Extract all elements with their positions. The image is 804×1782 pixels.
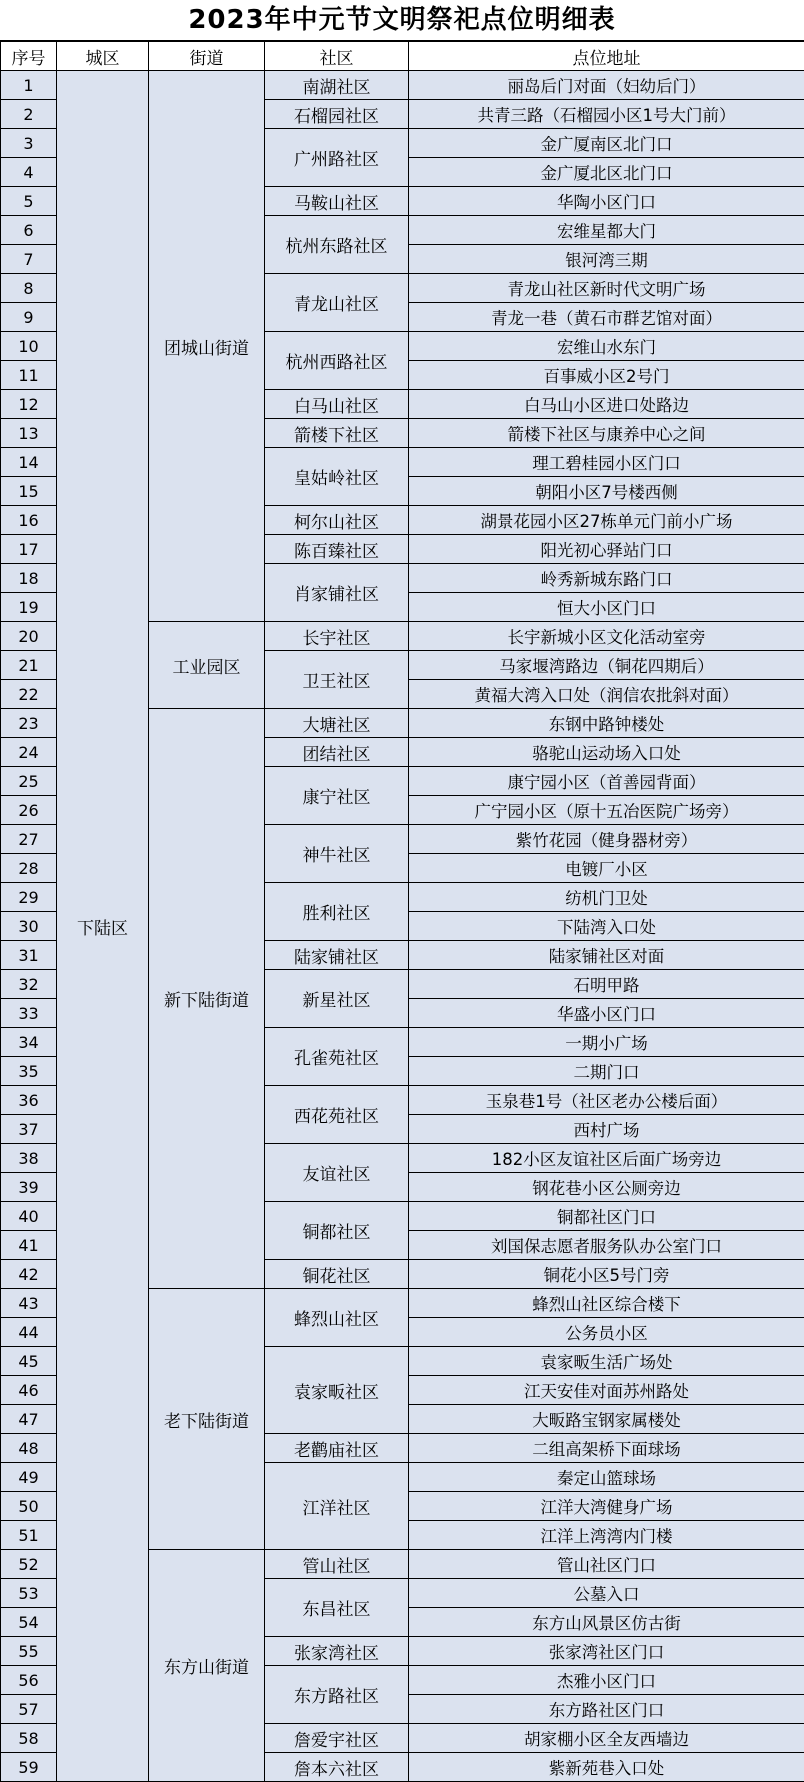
community-cell: 马鞍山社区: [265, 187, 409, 216]
serial-cell: 14: [1, 448, 57, 477]
address-cell: 长宇新城小区文化活动室旁: [409, 622, 804, 651]
community-cell: 柯尔山社区: [265, 506, 409, 535]
header-row: [1, 42, 804, 71]
serial-cell: 27: [1, 825, 57, 854]
community-cell: 青龙山社区: [265, 274, 409, 332]
community-cell: 卫王社区: [265, 651, 409, 709]
serial-cell: 37: [1, 1115, 57, 1144]
serial-cell: 28: [1, 854, 57, 883]
serial-cell: 13: [1, 419, 57, 448]
header-district: 城区: [57, 42, 149, 71]
header-street: 街道: [149, 42, 265, 71]
community-cell: 蜂烈山社区: [265, 1289, 409, 1347]
address-cell: 理工碧桂园小区门口: [409, 448, 804, 477]
header-serial: 序号: [1, 42, 57, 71]
street-cell: 团城山街道: [149, 71, 265, 622]
serial-cell: 55: [1, 1637, 57, 1666]
address-cell: 管山社区门口: [409, 1550, 804, 1579]
serial-cell: 51: [1, 1521, 57, 1550]
street-cell: 老下陆街道: [149, 1289, 265, 1550]
address-cell: 岭秀新城东路门口: [409, 564, 804, 593]
serial-cell: 11: [1, 361, 57, 390]
address-cell: 马家堰湾路边（铜花四期后）: [409, 651, 804, 680]
address-cell: 182小区友谊社区后面广场旁边: [409, 1144, 804, 1173]
serial-cell: 45: [1, 1347, 57, 1376]
serial-cell: 3: [1, 129, 57, 158]
address-cell: 共青三路（石榴园小区1号大门前）: [409, 100, 804, 129]
serial-cell: 24: [1, 738, 57, 767]
serial-cell: 38: [1, 1144, 57, 1173]
serial-cell: 57: [1, 1695, 57, 1724]
address-cell: 铜都社区门口: [409, 1202, 804, 1231]
serial-cell: 41: [1, 1231, 57, 1260]
community-cell: 团结社区: [265, 738, 409, 767]
serial-cell: 35: [1, 1057, 57, 1086]
community-cell: 袁家畈社区: [265, 1347, 409, 1434]
address-cell: 东方路社区门口: [409, 1695, 804, 1724]
community-cell: 石榴园社区: [265, 100, 409, 129]
address-cell: 百事威小区2号门: [409, 361, 804, 390]
address-cell: 下陆湾入口处: [409, 912, 804, 941]
serial-cell: 34: [1, 1028, 57, 1057]
community-cell: 友谊社区: [265, 1144, 409, 1202]
serial-cell: 58: [1, 1724, 57, 1753]
address-cell: 蜂烈山社区综合楼下: [409, 1289, 804, 1318]
address-cell: 丽岛后门对面（妇幼后门）: [409, 71, 804, 100]
community-cell: 皇姑岭社区: [265, 448, 409, 506]
serial-cell: 44: [1, 1318, 57, 1347]
address-cell: 宏维山水东门: [409, 332, 804, 361]
community-cell: 陆家铺社区: [265, 941, 409, 970]
serial-cell: 20: [1, 622, 57, 651]
address-cell: 紫新苑巷入口处: [409, 1753, 804, 1782]
serial-cell: 46: [1, 1376, 57, 1405]
address-cell: 陆家铺社区对面: [409, 941, 804, 970]
serial-cell: 48: [1, 1434, 57, 1463]
address-cell: 玉泉巷1号（社区老办公楼后面）: [409, 1086, 804, 1115]
community-cell: 管山社区: [265, 1550, 409, 1579]
address-cell: 宏维星都大门: [409, 216, 804, 245]
address-cell: 华盛小区门口: [409, 999, 804, 1028]
community-cell: 东方路社区: [265, 1666, 409, 1724]
serial-cell: 56: [1, 1666, 57, 1695]
address-cell: 公墓入口: [409, 1579, 804, 1608]
address-cell: 青龙山社区新时代文明广场: [409, 274, 804, 303]
address-cell: 白马山小区进口处路边: [409, 390, 804, 419]
address-cell: 电镀厂小区: [409, 854, 804, 883]
address-cell: 秦定山篮球场: [409, 1463, 804, 1492]
serial-cell: 33: [1, 999, 57, 1028]
address-cell: 广宁园小区（原十五冶医院广场旁）: [409, 796, 804, 825]
serial-cell: 29: [1, 883, 57, 912]
community-cell: 广州路社区: [265, 129, 409, 187]
serial-cell: 42: [1, 1260, 57, 1289]
community-cell: 铜都社区: [265, 1202, 409, 1260]
address-cell: 一期小广场: [409, 1028, 804, 1057]
address-cell: 钢花巷小区公厕旁边: [409, 1173, 804, 1202]
serial-cell: 50: [1, 1492, 57, 1521]
serial-cell: 21: [1, 651, 57, 680]
community-cell: 神牛社区: [265, 825, 409, 883]
serial-cell: 5: [1, 187, 57, 216]
address-cell: 青龙一巷（黄石市群艺馆对面）: [409, 303, 804, 332]
address-cell: 江洋大湾健身广场: [409, 1492, 804, 1521]
address-cell: 紫竹花园（健身器材旁）: [409, 825, 804, 854]
serial-cell: 47: [1, 1405, 57, 1434]
community-cell: 江洋社区: [265, 1463, 409, 1550]
community-cell: 杭州东路社区: [265, 216, 409, 274]
address-cell: 江洋上湾湾内门楼: [409, 1521, 804, 1550]
community-cell: 大塘社区: [265, 709, 409, 738]
serial-cell: 8: [1, 274, 57, 303]
community-cell: 陈百臻社区: [265, 535, 409, 564]
table-body: [1, 71, 804, 1782]
community-cell: 老鹳庙社区: [265, 1434, 409, 1463]
community-cell: 杭州西路社区: [265, 332, 409, 390]
header-address: 点位地址: [409, 42, 804, 71]
address-cell: 阳光初心驿站门口: [409, 535, 804, 564]
district-cell: 下陆区: [57, 71, 149, 1782]
serial-cell: 7: [1, 245, 57, 274]
serial-cell: 10: [1, 332, 57, 361]
address-cell: 纺机门卫处: [409, 883, 804, 912]
serial-cell: 9: [1, 303, 57, 332]
community-cell: 胜利社区: [265, 883, 409, 941]
street-cell: 工业园区: [149, 622, 265, 709]
serial-cell: 4: [1, 158, 57, 187]
serial-cell: 18: [1, 564, 57, 593]
address-cell: 东方山风景区仿古街: [409, 1608, 804, 1637]
serial-cell: 40: [1, 1202, 57, 1231]
community-cell: 詹本六社区: [265, 1753, 409, 1782]
community-cell: 新星社区: [265, 970, 409, 1028]
serial-cell: 26: [1, 796, 57, 825]
serial-cell: 30: [1, 912, 57, 941]
community-cell: 肖家铺社区: [265, 564, 409, 622]
address-cell: 二期门口: [409, 1057, 804, 1086]
address-cell: 杰雅小区门口: [409, 1666, 804, 1695]
community-cell: 铜花社区: [265, 1260, 409, 1289]
serial-cell: 6: [1, 216, 57, 245]
address-cell: 湖景花园小区27栋单元门前小广场: [409, 506, 804, 535]
header-community: 社区: [265, 42, 409, 71]
community-cell: 康宁社区: [265, 767, 409, 825]
serial-cell: 15: [1, 477, 57, 506]
community-cell: 箭楼下社区: [265, 419, 409, 448]
serial-cell: 2: [1, 100, 57, 129]
community-cell: 孔雀苑社区: [265, 1028, 409, 1086]
community-cell: 詹爱宇社区: [265, 1724, 409, 1753]
address-cell: 朝阳小区7号楼西侧: [409, 477, 804, 506]
address-cell: 铜花小区5号门旁: [409, 1260, 804, 1289]
serial-cell: 36: [1, 1086, 57, 1115]
address-cell: 银河湾三期: [409, 245, 804, 274]
address-cell: 江天安佳对面苏州路处: [409, 1376, 804, 1405]
community-cell: 长宇社区: [265, 622, 409, 651]
address-cell: 石明甲路: [409, 970, 804, 999]
serial-cell: 49: [1, 1463, 57, 1492]
serial-cell: 16: [1, 506, 57, 535]
serial-cell: 31: [1, 941, 57, 970]
address-cell: 康宁园小区（首善园背面）: [409, 767, 804, 796]
serial-cell: 19: [1, 593, 57, 622]
community-cell: 南湖社区: [265, 71, 409, 100]
serial-cell: 17: [1, 535, 57, 564]
serial-cell: 25: [1, 767, 57, 796]
address-cell: 恒大小区门口: [409, 593, 804, 622]
serial-cell: 22: [1, 680, 57, 709]
address-cell: 西村广场: [409, 1115, 804, 1144]
serial-cell: 32: [1, 970, 57, 999]
address-cell: 二组高架桥下面球场: [409, 1434, 804, 1463]
address-cell: 华陶小区门口: [409, 187, 804, 216]
address-cell: 骆驼山运动场入口处: [409, 738, 804, 767]
community-cell: 东昌社区: [265, 1579, 409, 1637]
street-cell: 新下陆街道: [149, 709, 265, 1289]
serial-cell: 59: [1, 1753, 57, 1782]
address-cell: 公务员小区: [409, 1318, 804, 1347]
detail-table: [0, 41, 804, 1782]
serial-cell: 54: [1, 1608, 57, 1637]
community-cell: 白马山社区: [265, 390, 409, 419]
street-cell: 东方山街道: [149, 1550, 265, 1782]
serial-cell: 23: [1, 709, 57, 738]
address-cell: 大畈路宝钢家属楼处: [409, 1405, 804, 1434]
address-cell: 东钢中路钟楼处: [409, 709, 804, 738]
address-cell: 黄福大湾入口处（润信农批斜对面）: [409, 680, 804, 709]
address-cell: 刘国保志愿者服务队办公室门口: [409, 1231, 804, 1260]
table-row: [1, 71, 804, 100]
community-cell: 西花苑社区: [265, 1086, 409, 1144]
address-cell: 胡家棚小区全友西墙边: [409, 1724, 804, 1753]
address-cell: 金广厦南区北门口: [409, 129, 804, 158]
address-cell: 箭楼下社区与康养中心之间: [409, 419, 804, 448]
address-cell: 金广厦北区北门口: [409, 158, 804, 187]
address-cell: 张家湾社区门口: [409, 1637, 804, 1666]
serial-cell: 39: [1, 1173, 57, 1202]
sheet-title: 2023年中元节文明祭祀点位明细表: [0, 0, 804, 41]
serial-cell: 43: [1, 1289, 57, 1318]
address-cell: 袁家畈生活广场处: [409, 1347, 804, 1376]
serial-cell: 1: [1, 71, 57, 100]
serial-cell: 53: [1, 1579, 57, 1608]
serial-cell: 52: [1, 1550, 57, 1579]
serial-cell: 12: [1, 390, 57, 419]
community-cell: 张家湾社区: [265, 1637, 409, 1666]
